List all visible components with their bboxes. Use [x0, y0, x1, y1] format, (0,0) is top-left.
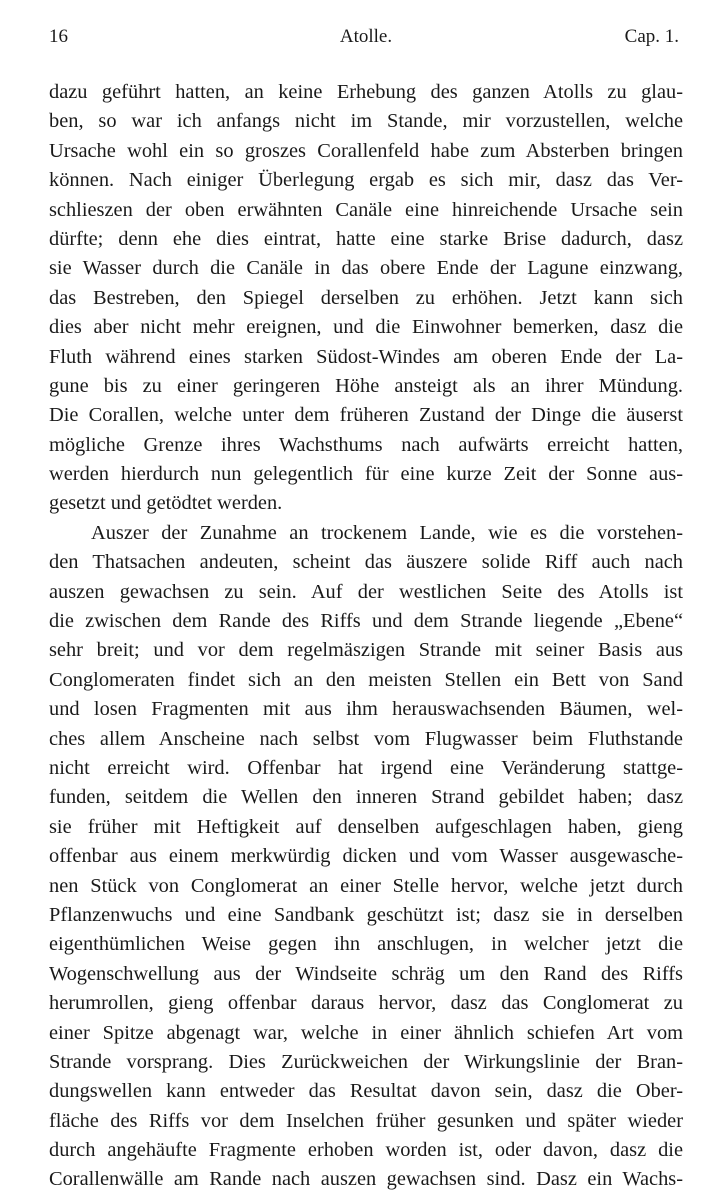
- text-line: auszen gewachsen zu sein. Auf der westlichen Seite des Atolls ist: [49, 580, 683, 603]
- text-line: herumrollen, gieng offenbar daraus hervor, dasz das Conglomerat zu: [49, 992, 683, 1015]
- text-line: Ursache wohl ein so groszes Corallenfeld habe zum Absterben bringen: [49, 139, 683, 162]
- text-line: einer Spitze abgenagt war, welche in einer ähnlich schiefen Art vom: [49, 1021, 683, 1044]
- paragraph: [49, 78, 683, 519]
- book-page: [49, 26, 683, 1195]
- text-line: Strande vorsprang. Dies Zurückweichen der Wirkungslinie der Bran-: [49, 1050, 683, 1073]
- text-line: sehr breit; und vor dem regelmäszigen Strande mit seiner Basis aus: [49, 639, 683, 662]
- text-line: Auszer der Zunahme an trockenem Lande, wie es die vorstehen-: [91, 521, 683, 544]
- text-line: fläche des Riffs vor dem Inselchen früher gesunken und später wieder: [49, 1109, 683, 1132]
- text-line: ben, so war ich anfangs nicht im Stande, mir vorzustellen, welche: [49, 110, 683, 133]
- text-line: Die Corallen, welche unter dem früheren Zustand der Dinge die äuserst: [49, 404, 683, 427]
- text-line: mögliche Grenze ihres Wachsthums nach aufwärts erreicht hatten,: [49, 433, 683, 456]
- body-text: [49, 78, 683, 1195]
- text-line: schlieszen der oben erwähnten Canäle eine hinreichende Ursache sein: [49, 198, 683, 221]
- text-line: die zwischen dem Rande des Riffs und dem Strande liegende „Ebene“: [49, 610, 683, 633]
- text-line: sie Wasser durch die Canäle in das obere Ende der Lagune einzwang,: [49, 257, 683, 280]
- running-head: [49, 26, 683, 58]
- text-line: dürfte; denn ehe dies eintrat, hatte eine starke Brise dadurch, dasz: [49, 227, 683, 250]
- text-line: und losen Fragmenten mit aus ihm herauswachsenden Bäumen, wel-: [49, 698, 683, 721]
- text-line: können. Nach einiger Überlegung ergab es sich mir, dasz das Ver-: [49, 169, 683, 192]
- text-line: dies aber nicht mehr ereignen, und die Einwohner bemerken, dasz die: [49, 316, 683, 339]
- text-line: den Thatsachen andeuten, scheint das äuszere solide Riff auch nach: [49, 551, 683, 574]
- text-line: offenbar aus einem merkwürdig dicken und vom Wasser ausgewasche-: [49, 845, 683, 868]
- text-line: Fluth während eines starken Südost-Windes am oberen Ende der La-: [49, 345, 683, 368]
- text-line: nicht erreicht wird. Offenbar hat irgend eine Veränderung stattge-: [49, 756, 683, 779]
- text-line: funden, seitdem die Wellen den inneren Strand gebildet haben; dasz: [49, 786, 683, 809]
- text-line: das Bestreben, den Spiegel derselben zu erhöhen. Jetzt kann sich: [49, 286, 683, 309]
- text-line: gune bis zu einer geringeren Höhe ansteigt als an ihrer Mündung.: [49, 374, 683, 397]
- text-line: dungswellen kann entweder das Resultat davon sein, dasz die Ober-: [49, 1080, 683, 1103]
- text-line: nen Stück von Conglomerat an einer Stelle hervor, welche jetzt durch: [49, 874, 683, 897]
- text-line: dazu geführt hatten, an keine Erhebung des ganzen Atolls zu glau-: [49, 81, 683, 103]
- text-line: eigenthümlichen Weise gegen ihn anschlugen, in welcher jetzt die: [49, 933, 683, 956]
- text-line: ches allem Anscheine nach selbst vom Flugwasser beim Fluthstande: [49, 727, 683, 750]
- text-line: Wogenschwellung aus der Windseite schräg um den Rand des Riffs: [49, 962, 683, 985]
- page-number: 16: [49, 26, 68, 47]
- running-title: Atolle.: [339, 26, 393, 47]
- text-line: sie früher mit Heftigkeit auf denselben aufgeschlagen haben, gieng: [49, 815, 683, 838]
- text-line: Conglomeraten findet sich an den meisten Stellen ein Bett von Sand: [49, 668, 683, 691]
- text-line: gesetzt und getödtet werden.: [49, 492, 283, 515]
- paragraph: [49, 519, 683, 1195]
- text-line: Corallenwälle am Rande nach auszen gewachsen sind. Dasz ein Wachs-: [49, 1168, 683, 1191]
- text-line: werden hierdurch nun gelegentlich für eine kurze Zeit der Sonne aus-: [49, 463, 683, 486]
- chapter-reference: Cap. 1.: [624, 26, 679, 47]
- text-line: Pflanzenwuchs und eine Sandbank geschützt ist; dasz sie in derselben: [49, 903, 683, 926]
- text-line: durch angehäufte Fragmente erhoben worden ist, oder davon, dasz die: [49, 1139, 683, 1162]
